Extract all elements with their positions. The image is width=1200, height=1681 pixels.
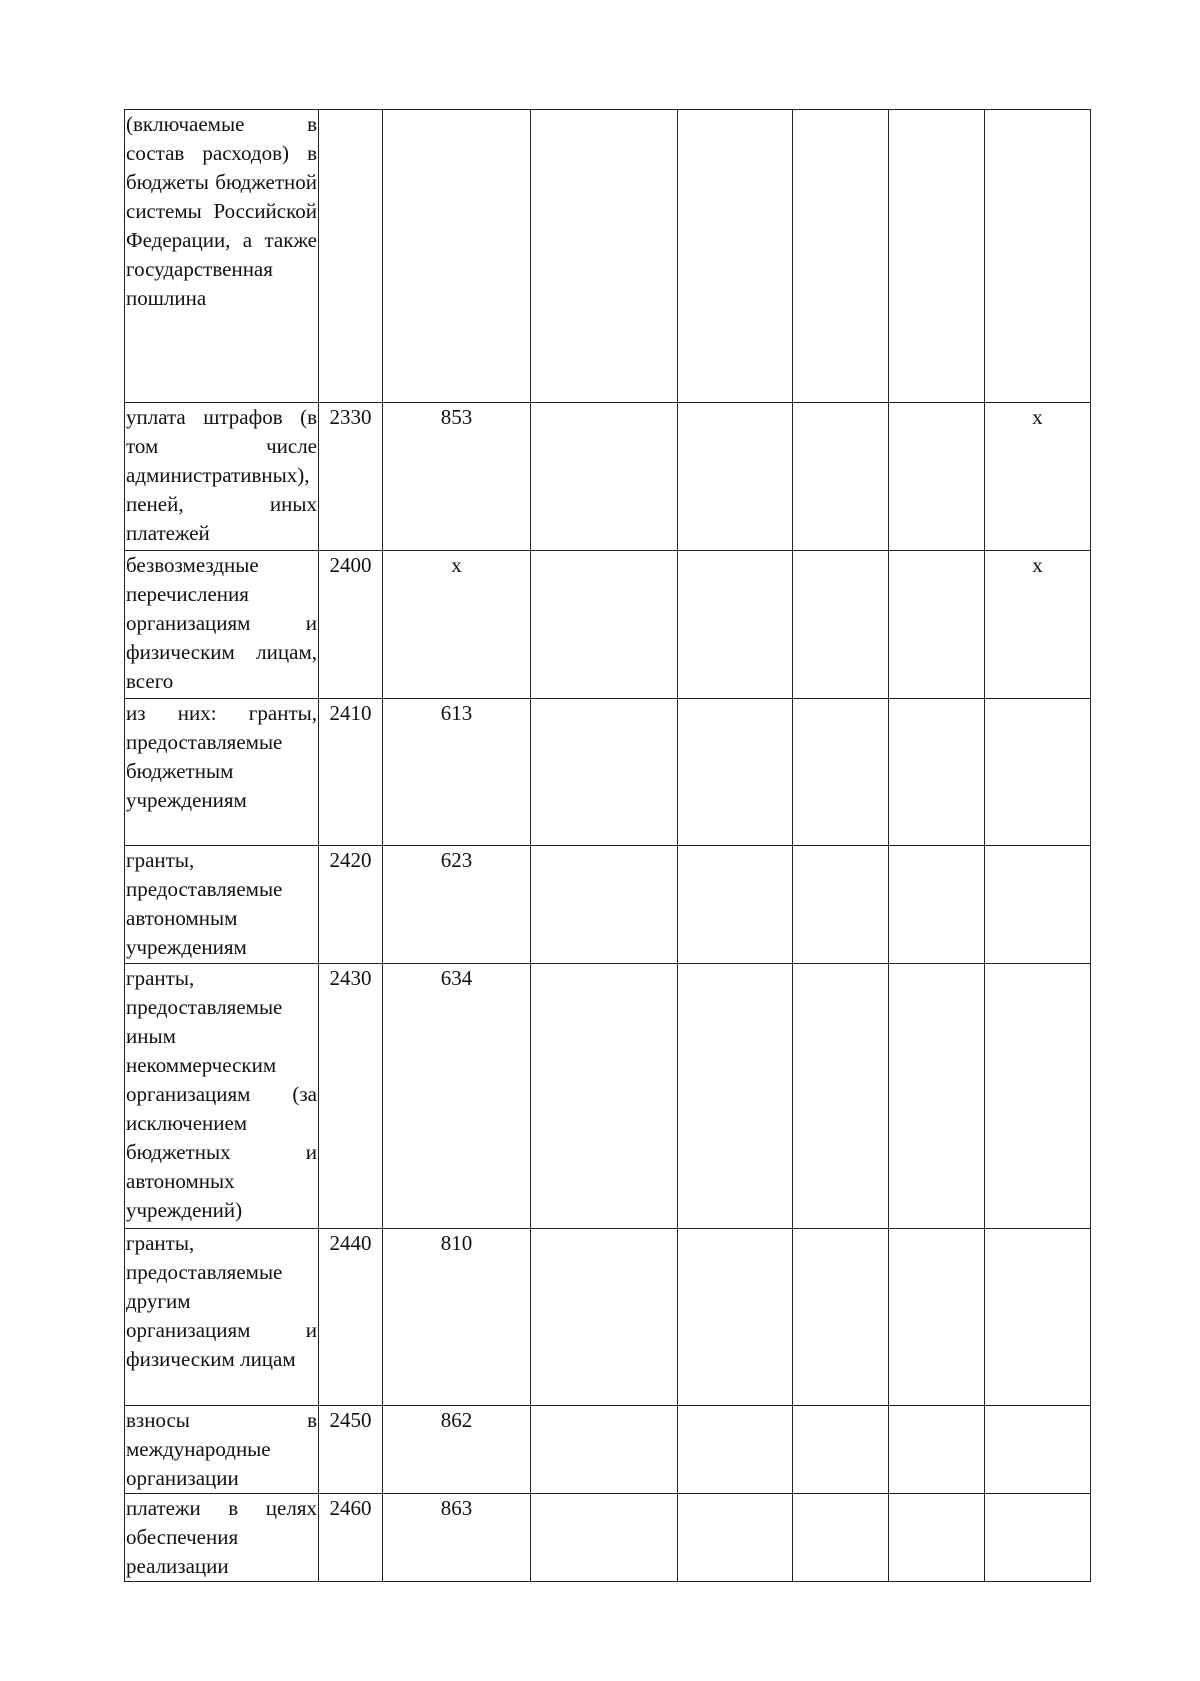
value-cell bbox=[889, 1494, 985, 1582]
value-cell bbox=[531, 110, 678, 403]
row-code-cell bbox=[319, 699, 383, 846]
row-kbk-cell bbox=[383, 699, 531, 846]
value-cell bbox=[889, 699, 985, 846]
value-cell bbox=[889, 964, 985, 1229]
value-cell bbox=[531, 1406, 678, 1494]
row-name-cell bbox=[125, 551, 319, 699]
row-kbk-cell bbox=[383, 964, 531, 1229]
row-kbk-cell bbox=[383, 846, 531, 964]
row-kbk-text: 810 bbox=[440, 1231, 473, 1255]
row-kbk-text: 623 bbox=[440, 848, 473, 872]
row-kbk-cell bbox=[383, 551, 531, 699]
value-cell bbox=[678, 699, 793, 846]
budget-table bbox=[124, 109, 1091, 1582]
row-name-text: безвозмездные перечисления организациям и физическим лицам, всего bbox=[126, 553, 317, 693]
row-name-text: гранты, предоставляемые автономным учреждениям bbox=[126, 848, 283, 959]
value-cell bbox=[531, 1494, 678, 1582]
value-cell bbox=[531, 1229, 678, 1406]
row-name-cell bbox=[125, 403, 319, 551]
value-cell bbox=[889, 403, 985, 551]
value-cell bbox=[531, 551, 678, 699]
row-kbk-cell bbox=[383, 1229, 531, 1406]
value-cell bbox=[678, 1229, 793, 1406]
row-code-text: 2460 bbox=[329, 1496, 372, 1520]
row-name-text: гранты, предоставляемые другим организациям и физическим лицам bbox=[126, 1231, 317, 1371]
row-mark-text: x bbox=[1032, 405, 1043, 429]
value-cell bbox=[889, 1229, 985, 1406]
table-row bbox=[125, 699, 1091, 846]
row-name-text: платежи в целях обеспечения реализации bbox=[126, 1496, 317, 1578]
row-name-text: из них: гранты, предоставляемые бюджетным учреждениям bbox=[126, 701, 317, 812]
row-code-text: 2440 bbox=[329, 1231, 372, 1255]
value-cell bbox=[793, 1406, 889, 1494]
row-mark-cell bbox=[985, 110, 1091, 403]
value-cell bbox=[793, 551, 889, 699]
value-cell bbox=[678, 551, 793, 699]
row-code-text: 2430 bbox=[329, 966, 372, 990]
row-kbk-text: 853 bbox=[440, 405, 473, 429]
row-code-text: 2450 bbox=[329, 1408, 372, 1432]
row-code-cell bbox=[319, 551, 383, 699]
value-cell bbox=[531, 699, 678, 846]
row-name-cell bbox=[125, 110, 319, 403]
row-mark-cell bbox=[985, 1406, 1091, 1494]
value-cell bbox=[889, 110, 985, 403]
value-cell bbox=[889, 551, 985, 699]
table-row bbox=[125, 403, 1091, 551]
table-row bbox=[125, 1406, 1091, 1494]
table-row bbox=[125, 1229, 1091, 1406]
row-code-text: 2420 bbox=[329, 848, 372, 872]
row-kbk-cell bbox=[383, 110, 531, 403]
row-name-cell bbox=[125, 1494, 319, 1582]
table-row bbox=[125, 110, 1091, 403]
row-name-cell bbox=[125, 964, 319, 1229]
row-mark-text: x bbox=[1032, 553, 1043, 577]
table-row bbox=[125, 551, 1091, 699]
value-cell bbox=[678, 1494, 793, 1582]
row-kbk-cell bbox=[383, 1406, 531, 1494]
row-mark-cell bbox=[985, 551, 1091, 699]
row-code-text: 2330 bbox=[329, 405, 372, 429]
row-name-text: гранты, предоставляемые иным некоммерческим организациям (за исключением бюджетных и автономных учреждений) bbox=[126, 966, 317, 1222]
row-code-text: 2410 bbox=[329, 701, 372, 725]
value-cell bbox=[889, 1406, 985, 1494]
row-kbk-text: 634 bbox=[440, 966, 473, 990]
row-name-text: (включаемые в состав расходов) в бюджеты бюджетной системы Российской Федерации, а также государственная пошлина bbox=[126, 112, 317, 310]
row-code-cell bbox=[319, 964, 383, 1229]
row-code-cell bbox=[319, 1229, 383, 1406]
value-cell bbox=[793, 403, 889, 551]
table-row bbox=[125, 1494, 1091, 1582]
row-code-cell bbox=[319, 110, 383, 403]
row-kbk-cell bbox=[383, 403, 531, 551]
value-cell bbox=[531, 403, 678, 551]
value-cell bbox=[678, 1406, 793, 1494]
value-cell bbox=[678, 110, 793, 403]
table-row bbox=[125, 846, 1091, 964]
row-kbk-text: x bbox=[451, 553, 462, 577]
value-cell bbox=[678, 403, 793, 551]
row-kbk-text: 863 bbox=[440, 1496, 473, 1520]
value-cell bbox=[793, 964, 889, 1229]
row-code-cell bbox=[319, 1406, 383, 1494]
row-name-text: уплата штрафов (в том числе административных), пеней, иных платежей bbox=[126, 405, 317, 545]
row-mark-cell bbox=[985, 699, 1091, 846]
value-cell bbox=[531, 964, 678, 1229]
row-name-cell bbox=[125, 1229, 319, 1406]
row-kbk-text: 613 bbox=[440, 701, 473, 725]
value-cell bbox=[889, 846, 985, 964]
value-cell bbox=[793, 110, 889, 403]
row-code-cell bbox=[319, 1494, 383, 1582]
row-kbk-text: 862 bbox=[440, 1408, 473, 1432]
row-name-cell bbox=[125, 1406, 319, 1494]
row-code-text: 2400 bbox=[329, 553, 372, 577]
row-name-text: взносы в международные организации bbox=[126, 1408, 317, 1490]
value-cell bbox=[678, 964, 793, 1229]
row-name-cell bbox=[125, 846, 319, 964]
row-mark-cell bbox=[985, 846, 1091, 964]
row-name-cell bbox=[125, 699, 319, 846]
value-cell bbox=[793, 1229, 889, 1406]
row-mark-cell bbox=[985, 403, 1091, 551]
row-kbk-cell bbox=[383, 1494, 531, 1582]
value-cell bbox=[793, 846, 889, 964]
value-cell bbox=[793, 699, 889, 846]
row-mark-cell bbox=[985, 1494, 1091, 1582]
table-row bbox=[125, 964, 1091, 1229]
row-code-cell bbox=[319, 846, 383, 964]
value-cell bbox=[793, 1494, 889, 1582]
value-cell bbox=[531, 846, 678, 964]
row-mark-cell bbox=[985, 1229, 1091, 1406]
row-code-cell bbox=[319, 403, 383, 551]
row-mark-cell bbox=[985, 964, 1091, 1229]
value-cell bbox=[678, 846, 793, 964]
